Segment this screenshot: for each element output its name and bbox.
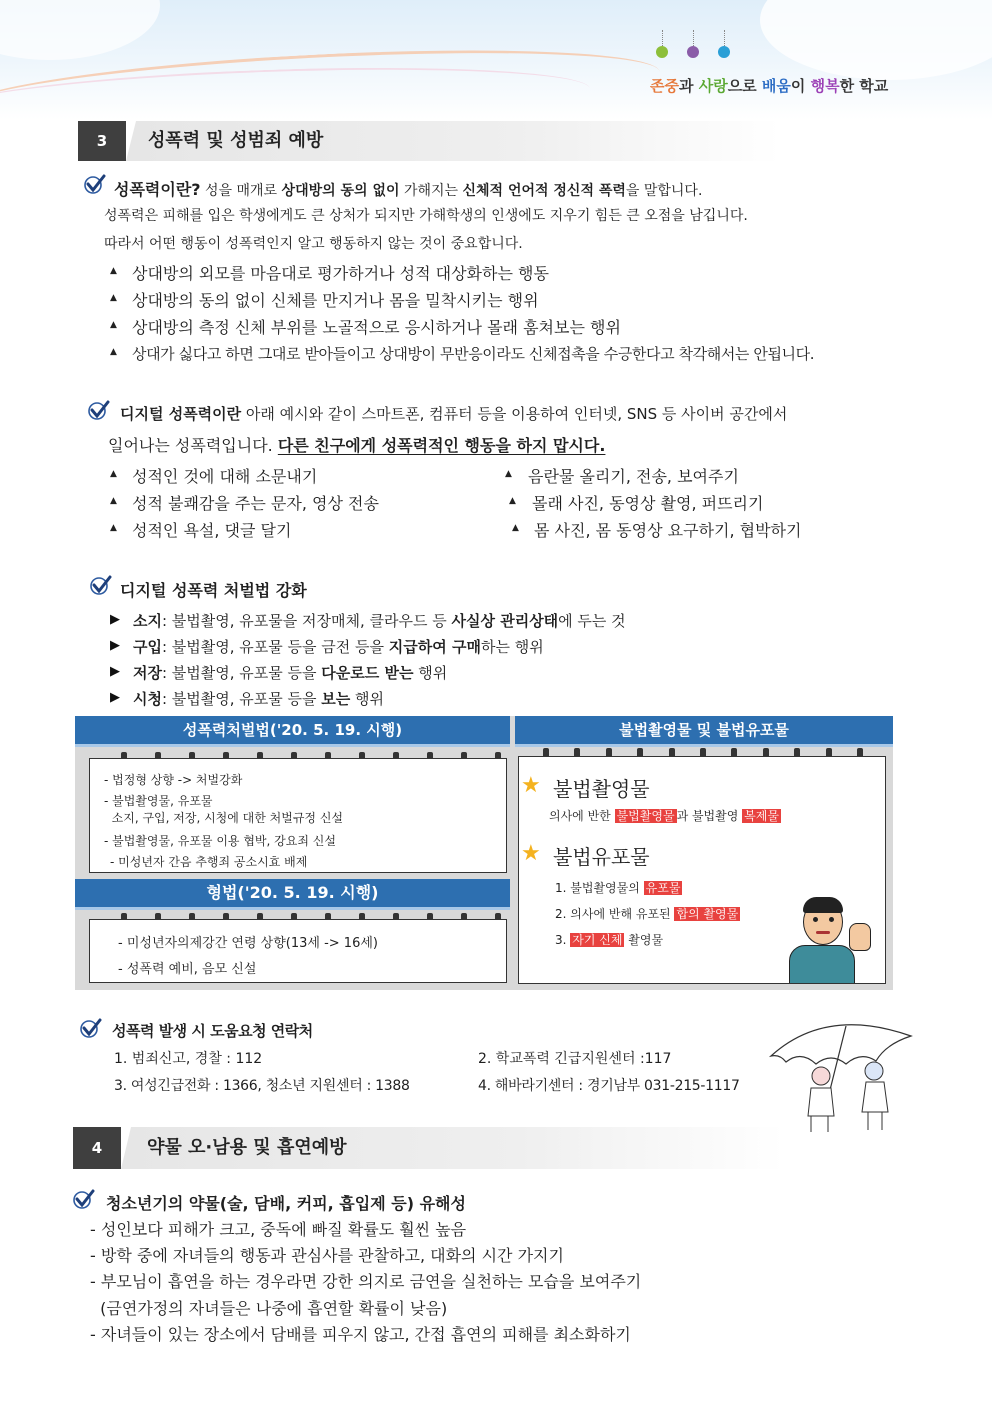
- dot-string: [693, 30, 694, 46]
- punishment-key: 구입: [133, 638, 162, 656]
- behavior-item: 상대방의 외모를 마음대로 평가하거나 성적 대상화하는 행동: [132, 264, 549, 283]
- footage-highlight: 복제물: [744, 809, 779, 823]
- arrow-bullet-icon: ▶: [110, 612, 120, 627]
- law-item: - 성폭력 예비, 음모 신설: [118, 962, 257, 977]
- motto-part: 행복: [810, 77, 840, 95]
- arrow-bullet-icon: ▶: [110, 638, 120, 653]
- definition-lead: 성폭력이란?: [114, 180, 201, 199]
- triangle-bullet-icon: ▲: [110, 496, 117, 506]
- help-contact: 4. 해바라기센터 : 경기남부 031-215-1117: [478, 1078, 740, 1094]
- definition-line-2: 성폭력은 피해를 입은 학생에게도 큰 상처가 되지만 가해학생의 인생에도 지우기 힘든 큰 오점을 남깁니다.: [104, 208, 748, 224]
- drug-item: - 부모님이 흡연을 하는 경우라면 강한 의지로 금연을 실천하는 모습을 보여주기: [90, 1272, 642, 1291]
- definition-bold: 상대방의 동의 없이: [281, 183, 400, 199]
- digital-example: 성적 불쾌감을 주는 문자, 영상 전송: [132, 494, 379, 513]
- punishment-item: [133, 662, 447, 683]
- law-item: 소지, 구입, 저장, 시청에 대한 처벌규정 신설: [104, 811, 344, 825]
- checkmark-icon: [88, 400, 110, 420]
- header-dot: [656, 46, 668, 58]
- behavior-item: 상대가 싫다고 하면 그대로 받아들이고 상대방이 무반응이라도 신체접촉을 수긍한다고 착각해서는 안됩니다.: [132, 345, 815, 363]
- definition-bold: 신체적 언어적 정신적 폭력: [462, 183, 626, 199]
- law-item: - 미성년자의제강간 연령 상향(13세 -> 16세): [118, 936, 378, 951]
- triangle-bullet-icon: ▲: [512, 523, 519, 533]
- panel-header-illegal-footage: 불법촬영물 및 불법유포물: [515, 716, 893, 747]
- digital-example: 몰래 사진, 동영상 촬영, 퍼뜨리기: [532, 494, 764, 513]
- triangle-bullet-icon: ▲: [505, 469, 512, 479]
- motto-part: 과: [678, 77, 699, 95]
- header-dot: [687, 46, 699, 58]
- punishment-item: [133, 688, 384, 709]
- triangle-bullet-icon: ▲: [110, 523, 117, 533]
- law-item: - 미성년자 간음 추행죄 공소시효 배제: [110, 855, 308, 869]
- definition-line-1: [114, 177, 702, 200]
- definition-text: 을 말합니다.: [625, 183, 703, 199]
- punishment-text: 행위: [413, 664, 448, 682]
- footage-text: 2. 의사에 반해 유포된: [555, 907, 675, 921]
- punishment-text: : 불법촬영, 유포물 등을: [161, 664, 322, 682]
- dot-string: [662, 30, 663, 46]
- punishment-title: 디지털 성폭력 처벌법 강화: [120, 581, 307, 600]
- digital-text: 일어나는 성폭력입니다.: [108, 436, 278, 455]
- digital-example: 음란물 올리기, 전송, 보여주기: [528, 467, 739, 486]
- punishment-bold: 지급하여 구매: [388, 638, 481, 656]
- notebook-illegal-footage: [518, 756, 886, 984]
- footage-text: 3.: [555, 933, 571, 947]
- school-motto: [650, 75, 888, 96]
- behavior-item: 상대방의 동의 없이 신체를 만지거나 몸을 밀착시키는 행위: [132, 291, 539, 310]
- checkmark-icon: [73, 1189, 95, 1209]
- drug-lead: 청소년기의 약물(술, 담배, 커피, 흡입제 등) 유해성: [106, 1194, 466, 1213]
- triangle-bullet-icon: ▲: [110, 320, 117, 330]
- illegal-footage-title: 불법촬영물: [553, 777, 650, 801]
- section-title: 성폭력 및 성범죄 예방: [148, 130, 324, 151]
- header-dot: [718, 46, 730, 58]
- punishment-text: 행위: [350, 690, 385, 708]
- motto-part: 배움: [761, 77, 791, 95]
- digital-text: 아래 예시와 같이 스마트폰, 컴퓨터 등을 이용하여 인터넷, SNS 등 사이버 공간에서: [241, 405, 788, 423]
- law-item: - 불법촬영물, 유포물 이용 협박, 강요죄 신설: [104, 834, 336, 848]
- punishment-key: 소지: [133, 612, 162, 630]
- digital-lead: 디지털 성폭력이란: [120, 405, 242, 423]
- help-contact: 3. 여성긴급전화 : 1366, 청소년 지원센터 : 1388: [114, 1078, 410, 1094]
- motto-part: 한 학교: [839, 77, 889, 95]
- digital-definition-line-2: [108, 433, 605, 456]
- digital-example: 몸 사진, 몸 동영상 요구하기, 협박하기: [534, 521, 802, 540]
- triangle-bullet-icon: ▲: [110, 293, 117, 303]
- motto-part: 이: [790, 77, 811, 95]
- footage-highlight: 합의 촬영물: [676, 907, 739, 921]
- drug-item: - 방학 중에 자녀들의 행동과 관심사를 관찰하고, 대화의 시간 가지기: [90, 1246, 564, 1265]
- drug-item: - 성인보다 피해가 크고, 중독에 빠질 확률도 훨씬 높음: [90, 1220, 467, 1239]
- digital-warning: 다른 친구에게 성폭력적인 행동을 하지 맙시다.: [277, 436, 606, 455]
- digital-example: 성적인 욕설, 댓글 달기: [132, 521, 292, 540]
- star-icon: ★: [521, 841, 541, 866]
- motto-part: 으로: [727, 77, 762, 95]
- punishment-item: [133, 636, 544, 657]
- punishment-bold: 보는: [321, 690, 351, 708]
- motto-part: 사랑: [698, 77, 728, 95]
- checkmark-icon: [84, 174, 106, 194]
- digital-example: 성적인 것에 대해 소문내기: [132, 467, 318, 486]
- arrow-bullet-icon: ▶: [110, 690, 120, 705]
- footage-text: 1. 불법촬영물의: [555, 881, 644, 895]
- punishment-key: 저장: [133, 664, 162, 682]
- distribution-item: [555, 905, 740, 922]
- umbrella-illustration: [766, 1016, 916, 1136]
- punishment-bold: 다운로드 받는: [321, 664, 414, 682]
- section-number: 4: [73, 1127, 121, 1169]
- law-panel: [75, 716, 893, 990]
- distribution-item: [555, 879, 682, 896]
- definition-text: 성을 매개로: [200, 183, 282, 199]
- section-number: 3: [78, 121, 126, 161]
- notebook-criminal-act: [89, 919, 507, 983]
- illegal-distribution-title: 불법유포물: [553, 845, 650, 869]
- stop-gesture-illustration: [779, 893, 883, 983]
- punishment-key: 시청: [133, 690, 162, 708]
- footage-highlight: 유포물: [645, 881, 681, 895]
- triangle-bullet-icon: ▲: [110, 266, 117, 276]
- illegal-footage-desc: [549, 807, 781, 824]
- law-item: - 불법촬영물, 유포물: [104, 794, 213, 808]
- help-contact: 1. 범죄신고, 경찰 : 112: [114, 1051, 263, 1067]
- checkmark-icon: [90, 575, 112, 595]
- digital-definition-line-1: [120, 403, 787, 424]
- behavior-item: 상대방의 측정 신체 부위를 노골적으로 응시하거나 몰래 훔쳐보는 행위: [132, 318, 621, 337]
- footage-text: 의사에 반한: [549, 809, 615, 823]
- checkmark-icon: [80, 1018, 102, 1038]
- punishment-text: : 불법촬영, 유포물 등을: [161, 690, 322, 708]
- help-contact: 2. 학교폭력 긴급지원센터 :117: [478, 1051, 672, 1067]
- punishment-text: : 불법촬영, 유포물 등을 금전 등을: [161, 638, 389, 656]
- star-icon: ★: [521, 773, 541, 798]
- footage-highlight: 자기 신체: [572, 933, 623, 947]
- section-3-header: [78, 121, 780, 161]
- punishment-item: [133, 610, 626, 631]
- footage-text: 촬영물: [624, 933, 664, 947]
- help-title: 성폭력 발생 시 도움요청 연락처: [112, 1022, 313, 1040]
- punishment-text: 하는 행위: [480, 638, 544, 656]
- triangle-bullet-icon: ▲: [509, 496, 516, 506]
- definition-line-3: 따라서 어떤 행동이 성폭력인지 알고 행동하지 않는 것이 중요합니다.: [104, 236, 523, 252]
- motto-part: 존중: [650, 77, 679, 95]
- law-item: - 법정형 상향 -> 처벌강화: [104, 773, 243, 787]
- triangle-bullet-icon: ▲: [110, 347, 117, 357]
- punishment-text: : 불법촬영, 유포물을 저장매체, 클라우드 등: [161, 612, 452, 630]
- distribution-item: [555, 931, 663, 948]
- notebook-sexual-violence-act: [89, 758, 507, 873]
- footage-text: 과 불법촬영: [676, 809, 743, 823]
- section-title: 약물 오·남용 및 흡연예방: [147, 1137, 347, 1158]
- footage-highlight: 불법촬영물: [616, 809, 675, 823]
- definition-text: 가해지는: [399, 183, 463, 199]
- punishment-bold: 사실상 관리상태: [451, 612, 559, 630]
- panel-header-criminal-act: 형법('20. 5. 19. 시행): [75, 879, 510, 910]
- section-4-header: [73, 1127, 785, 1169]
- triangle-bullet-icon: ▲: [110, 469, 117, 479]
- drug-item: (금연가정의 자녀들은 나중에 흡연할 확률이 낮음): [90, 1299, 448, 1318]
- panel-header-sexual-violence-act: 성폭력처벌법('20. 5. 19. 시행): [75, 716, 510, 747]
- dot-string: [724, 30, 725, 46]
- arrow-bullet-icon: ▶: [110, 664, 120, 679]
- drug-item: - 자녀들이 있는 장소에서 담배를 피우지 않고, 간접 흡연의 피해를 최소화하기: [90, 1325, 631, 1344]
- punishment-text: 에 두는 것: [558, 612, 626, 630]
